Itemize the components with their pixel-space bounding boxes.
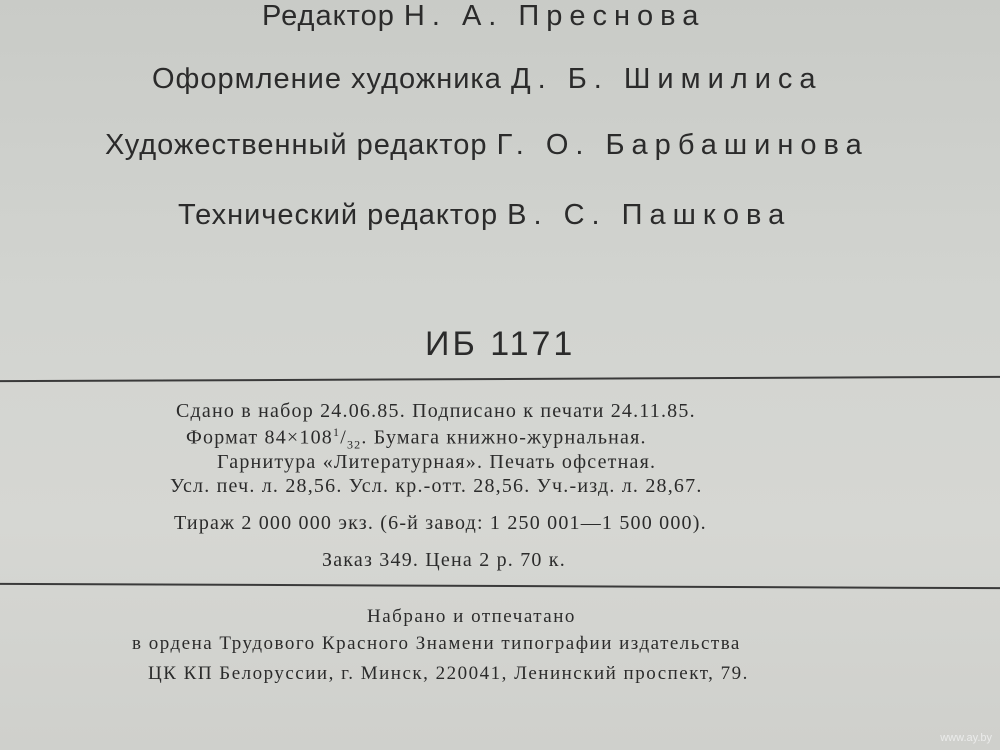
credit-role: Художественный редактор [105,129,488,161]
format-sub: 32 [346,437,362,452]
credit-art-editor [105,129,869,162]
format-prefix: Формат 84×108 [186,426,333,449]
watermark: www.ay.by [940,732,992,744]
imprint-line-typeface: Гарнитура «Литературная». Печать офсетная. [217,451,657,473]
top-rule [0,376,1000,382]
credit-name: Д. Б. Шимилиса [510,63,823,95]
credit-name: Г. О. Барбашинова [496,129,869,161]
format-slash: / [340,426,347,449]
ib-number: ИБ 1171 [425,325,576,363]
credit-designer [152,63,823,96]
credit-name: В. С. Пашкова [507,199,792,231]
credit-tech-editor [178,199,791,232]
printer-line-1: Набрано и отпечатано [367,606,576,627]
bottom-rule [0,583,1000,589]
credit-editor [262,0,705,33]
credit-name: Н. А. Преснова [403,0,706,32]
printer-line-2: в ордена Трудового Красного Знамени типографии издательства [132,633,741,654]
format-suffix: . Бумага книжно-журнальная. [361,426,647,449]
imprint-line-format [186,425,647,453]
imprint-line-order-price: Заказ 349. Цена 2 р. 70 к. [322,549,566,571]
format-sup: 1 [333,425,341,439]
credit-role: Технический редактор [178,199,499,231]
credit-role: Оформление художника [152,63,502,95]
imprint-line-sheets: Усл. печ. л. 28,56. Усл. кр.-отт. 28,56. Уч.-изд. л. 28,67. [170,475,703,497]
imprint-line-dates: Сдано в набор 24.06.85. Подписано к печати 24.11.85. [176,400,696,422]
credit-role: Редактор [262,0,395,32]
printer-line-3: ЦК КП Белоруссии, г. Минск, 220041, Ленинский проспект, 79. [148,663,749,684]
imprint-line-print-run: Тираж 2 000 000 экз. (6-й завод: 1 250 001—1 500 000). [174,512,707,534]
